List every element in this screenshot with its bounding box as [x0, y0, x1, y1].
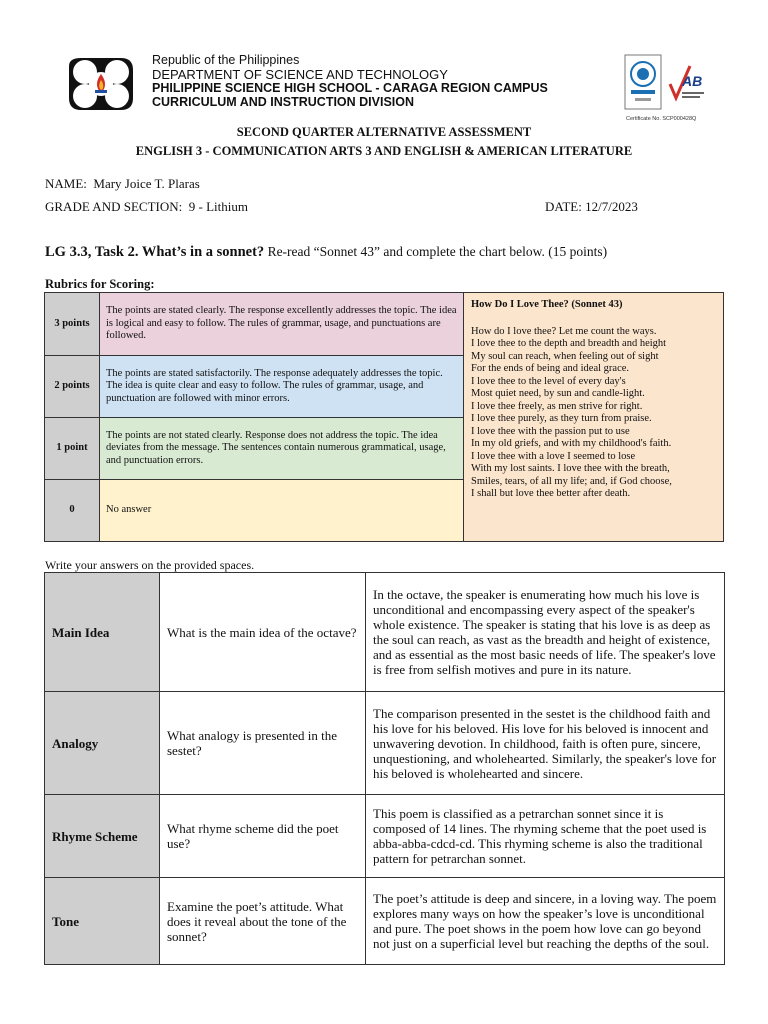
name-row: [45, 176, 200, 192]
rubric-points: 2 points: [45, 356, 100, 418]
poem-line: I shall but love thee better after death.: [471, 488, 631, 499]
answer-question: Examine the poet’s attitude. What does it reveal about the tone of the sonnet?: [160, 878, 366, 965]
grade-label: GRADE AND SECTION:: [45, 199, 183, 214]
school-logo: [67, 56, 135, 112]
poem-line: Most quiet need, by sun and candle-light.: [471, 388, 645, 399]
header-division: CURRICULUM AND INSTRUCTION DIVISION: [152, 95, 415, 109]
rubric-description: The points are not stated clearly. Response does not address the topic. The idea deviates from the message. The sentences contain numerous grammatical, usage, and punctuation errors.: [100, 418, 464, 480]
answer-text[interactable]: The comparison presented in the sestet is the childhood faith and his love for his beloved. His love for his beloved is innocent and unwavering devotion. In childhood, faith is often pure, sincere, unquestioning, and wholehearted. Similarly, the speaker's love for his beloved is wholehearted and sincere.: [366, 692, 725, 795]
poem-line: I love thee purely, as they turn from praise.: [471, 413, 652, 424]
answer-category: Analogy: [45, 692, 160, 795]
poem-line: How do I love thee? Let me count the ways.: [471, 325, 657, 337]
assessment-title: SECOND QUARTER ALTERNATIVE ASSESSMENT: [236, 125, 532, 139]
rubrics-heading: Rubrics for Scoring:: [45, 277, 155, 291]
answer-category: Tone: [45, 878, 160, 965]
answer-question: What rhyme scheme did the poet use?: [160, 795, 366, 878]
answer-question: What is the main idea of the octave?: [160, 573, 366, 692]
date-value: 12/7/2023: [585, 199, 638, 214]
student-name: Mary Joice T. Plaras: [93, 176, 200, 191]
poem-line: Smiles, tears, of all my life; and, if God choose,: [471, 475, 672, 487]
subject-title: ENGLISH 3 - COMMUNICATION ARTS 3 AND ENGLISH & AMERICAN LITERATURE: [135, 144, 633, 158]
rubric-description: The points are stated clearly. The response excellently addresses the topic. The idea is logical and easy to follow. The rules of grammar, usage, and punctuations are followed.: [100, 293, 464, 356]
task-instruction: Re-read “Sonnet 43” and complete the chart below. (15 points): [267, 244, 608, 259]
answers-instruction: Write your answers on the provided spaces.: [45, 558, 255, 572]
answer-category: Main Idea: [45, 573, 160, 692]
poem-box: [464, 293, 724, 542]
grade-row: [45, 199, 248, 215]
poem-line: I love thee with a love I seemed to lose: [471, 450, 636, 462]
name-label: NAME:: [45, 176, 87, 191]
answer-row: [45, 573, 725, 692]
poem-line: I love thee to the depth and breadth and height: [471, 338, 667, 349]
poem-line: With my lost saints. I love thee with the breath,: [471, 463, 670, 474]
rubric-description: No answer: [100, 480, 464, 542]
rubric-points: 3 points: [45, 293, 100, 356]
header-department: DEPARTMENT OF SCIENCE AND TECHNOLOGY: [152, 67, 448, 82]
certificate-number: Certificate No. SCP000428Q: [626, 116, 697, 122]
certification-logos: [624, 54, 710, 122]
answer-question: What analogy is presented in the sestet?: [160, 692, 366, 795]
poem-title: How Do I Love Thee? (Sonnet 43): [471, 299, 623, 310]
poem-line: For the ends of being and ideal grace.: [471, 363, 630, 374]
date-label: DATE:: [545, 199, 582, 214]
poem-line: I love thee with the passion put to use: [471, 425, 630, 437]
rubric-row: [45, 293, 724, 356]
svg-text:AB: AB: [682, 73, 703, 89]
answer-row: [45, 692, 725, 795]
answer-row: [45, 795, 725, 878]
rubric-description: The points are stated satisfactorily. The response adequately addresses the topic. The idea is quite clear and easy to follow. The rules of grammar, usage, and punctuation are followed with minor errors.: [100, 356, 464, 418]
header-republic: Republic of the Philippines: [152, 53, 300, 67]
header-school: PHILIPPINE SCIENCE HIGH SCHOOL - CARAGA REGION CAMPUS: [152, 81, 548, 95]
task-line: [45, 244, 607, 261]
answer-text[interactable]: This poem is classified as a petrarchan sonnet since it is composed of 14 lines. The rhyming scheme that the poet used is abba-abba-cdcd-cd. This rhyming scheme is also the traditional pattern for petrarchan sonnet.: [366, 795, 725, 878]
poem-line: In my old griefs, and with my childhood's faith.: [471, 438, 672, 449]
poem-line: My soul can reach, when feeling out of sight: [471, 350, 659, 362]
answer-text[interactable]: The poet’s attitude is deep and sincere, in a loving way. The poem explores many ways on how the speaker’s love is unconditional and pure. The poet shows in the poem how love can go beyond not just on a superficial level but reaching the depths of the soul.: [366, 878, 725, 965]
date-row: [545, 199, 638, 215]
poem-line: I love thee freely, as men strive for right.: [471, 400, 643, 412]
poem-line: I love thee to the level of every day's: [471, 375, 626, 387]
answers-table: [44, 572, 725, 965]
answer-row: [45, 878, 725, 965]
rubric-points: 0: [45, 480, 100, 542]
answer-text[interactable]: In the octave, the speaker is enumerating how much his love is unconditional and encompassing every aspect of the speaker's whole existence. The speaker is stating that his love is as deep as the soul can reach, as vast as the breadth and height of existence, and as essential as the most basic needs of life. The speaker's love is free from selfish motives and pure in its nature.: [366, 573, 725, 692]
grade-section: 9 - Lithium: [188, 199, 248, 214]
task-title: LG 3.3, Task 2. What’s in a sonnet?: [45, 244, 265, 260]
answer-category: Rhyme Scheme: [45, 795, 160, 878]
rubric-points: 1 point: [45, 418, 100, 480]
rubrics-table: [44, 292, 724, 542]
